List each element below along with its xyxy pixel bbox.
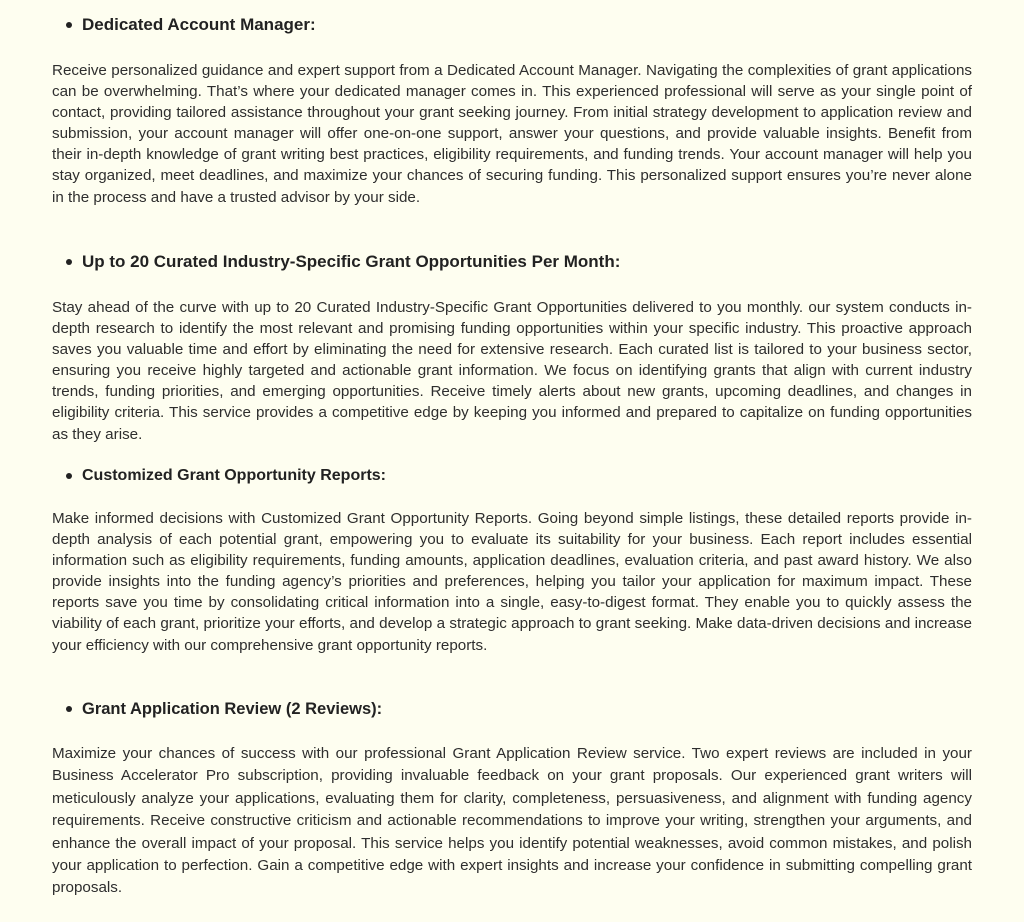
section-heading-text: Grant Application Review (2 Reviews):: [82, 699, 383, 718]
section-heading: [52, 698, 972, 720]
section-application-review: [52, 698, 972, 900]
section-heading-text: Up to 20 Curated Industry-Specific Grant Opportunities Per Month:: [82, 252, 621, 271]
section-heading: [52, 14, 972, 36]
section-body: Maximize your chances of success with our professional Grant Application Review service. Two expert reviews are included in your Business Accelerator Pro subscription, providing invaluable feedback on your grant proposals. Our experienced grant writers will meticulously analyze your applications, evaluating them for clarity, completeness, persuasiveness, and alignment with funding agency requirements. Receive constructive criticism and actionable recommendations to improve your writing, strengthen your arguments, and enhance the overall impact of your proposal. This service helps you identify potential weaknesses, avoid common mistakes, and polish your application to perfection. Gain a competitive edge with expert insights and increase your confidence in submitting compelling grant proposals.: [52, 745, 972, 897]
section-body: Make informed decisions with Customized Grant Opportunity Reports. Going beyond simple listings, these detailed reports provide in-depth analysis of each potential grant, empowering you to evaluate its suitability for your business. Each report includes essential information such as eligibility requirements, funding amounts, application deadlines, evaluation criteria, and past award history. We also provide insights into the funding agency’s priorities and preferences, helping you tailor your application for maximum impact. These reports save you time by consolidating critical information into a single, easy-to-digest format. They enable you to quickly assess the viability of each grant, prioritize your efforts, and develop a strategic approach to grant seeking. Make data-driven decisions and increase your efficiency with our comprehensive grant opportunity reports.: [52, 510, 972, 654]
bullet-icon: [66, 22, 72, 28]
section-body: Receive personalized guidance and expert support from a Dedicated Account Manager. Navigating the complexities of grant applications can be overwhelming. That’s where your dedicated manager comes in. This experienced professional will serve as your single point of contact, providing tailored assistance throughout your grant seeking journey. From initial strategy development to application review and submission, your account manager will offer one-on-one support, answer your questions, and provide valuable insights. Benefit from their in-depth knowledge of grant writing best practices, eligibility requirements, and funding trends. Your account manager will help you stay organized, meet deadlines, and maximize your chances of securing funding. This personalized support ensures you’re never alone in the process and have a trusted advisor by your side.: [52, 62, 972, 206]
section-heading-text: Customized Grant Opportunity Reports:: [82, 467, 386, 484]
bullet-icon: [66, 259, 72, 265]
section-customized-reports: [52, 465, 972, 656]
section-heading-text: Dedicated Account Manager:: [82, 15, 316, 34]
section-body: Stay ahead of the curve with up to 20 Curated Industry-Specific Grant Opportunities delivered to you monthly. our system conducts in-depth research to identify the most relevant and promising funding opportunities within your specific industry. This proactive approach saves you valuable time and effort by eliminating the need for extensive research. Each curated list is tailored to your business sector, ensuring you receive highly targeted and actionable grant information. We focus on identifying grants that align with current industry trends, funding priorities, and emerging opportunities. Receive timely alerts about new grants, upcoming deadlines, and changes in eligibility criteria. This service provides a competitive edge by keeping you informed and prepared to capitalize on funding opportunities as they arise.: [52, 299, 972, 443]
section-heading: [52, 251, 972, 273]
bullet-icon: [66, 706, 72, 712]
section-heading: [52, 465, 972, 487]
section-dedicated-account-manager: [52, 14, 972, 208]
bullet-icon: [66, 473, 72, 479]
section-curated-grant-opportunities: [52, 251, 972, 445]
